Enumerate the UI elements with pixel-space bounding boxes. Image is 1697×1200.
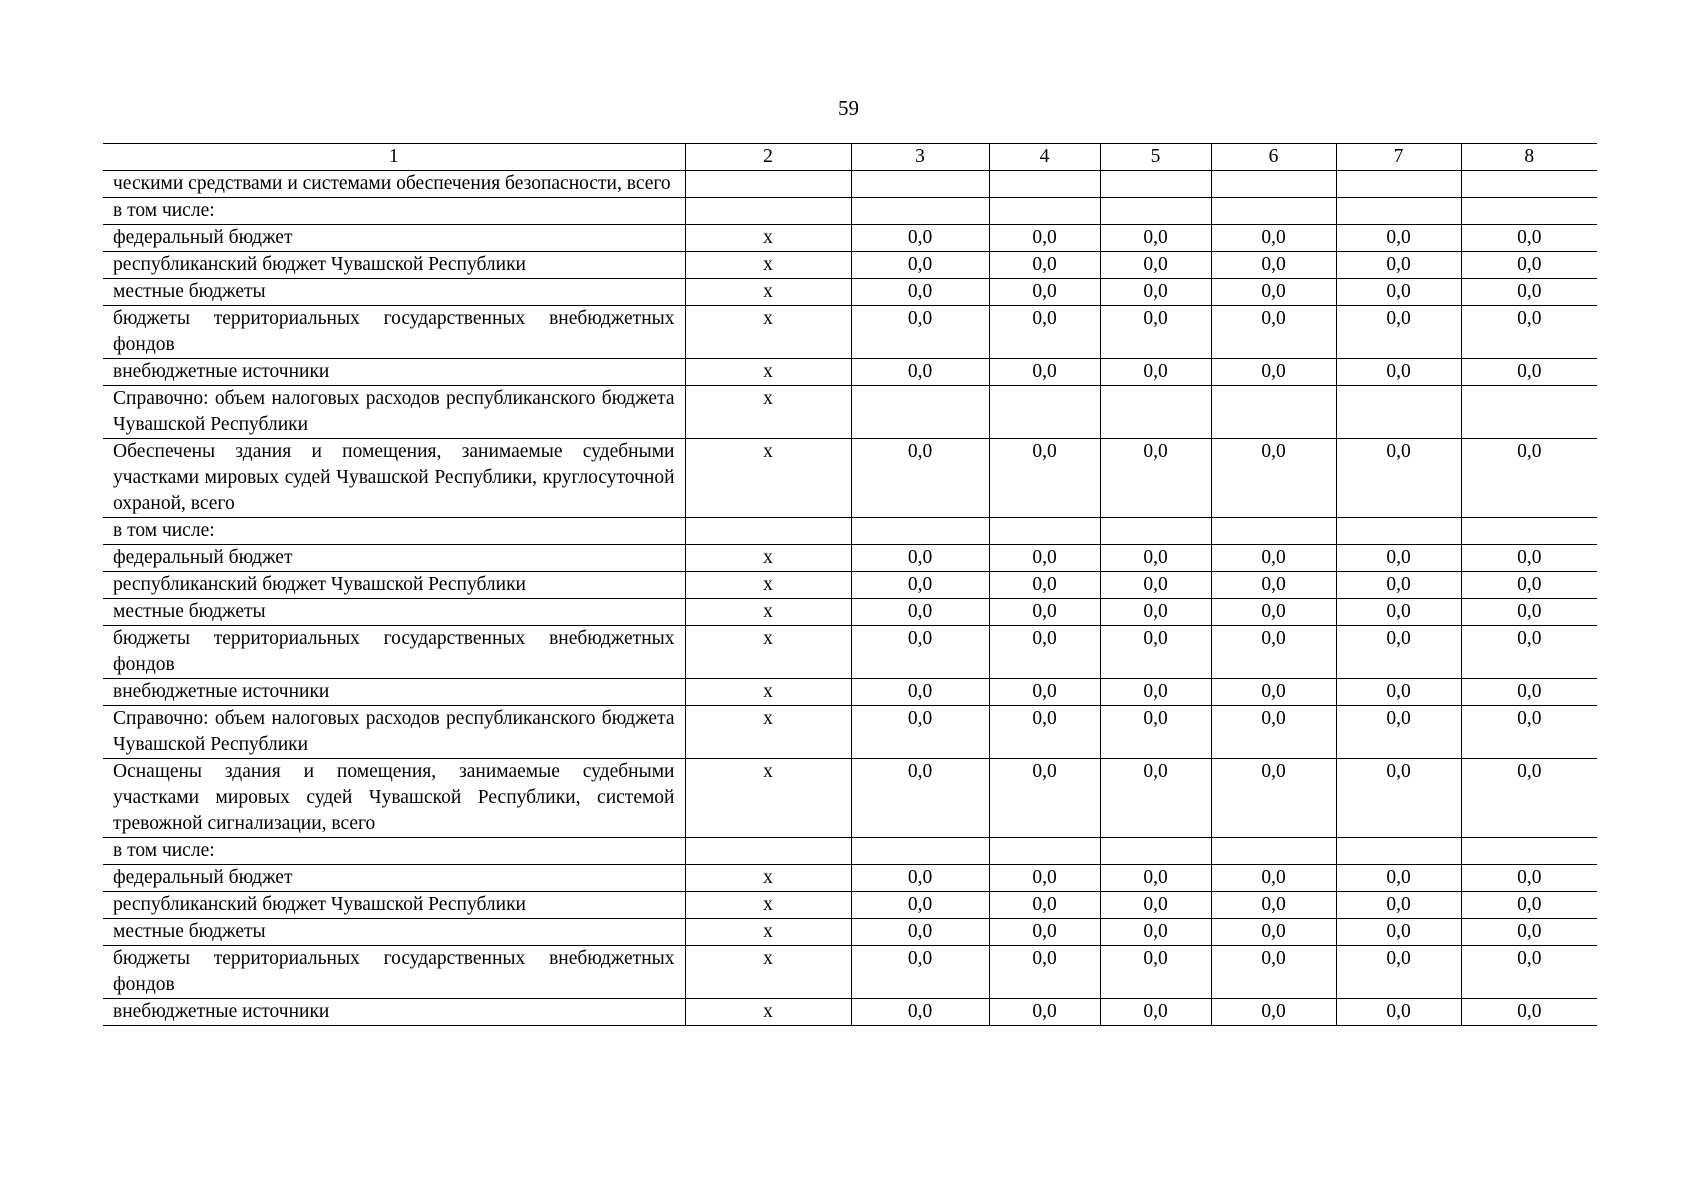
value-cell <box>989 838 1100 865</box>
value-cell <box>1211 171 1336 198</box>
value-cell <box>1100 386 1211 439</box>
value-cell <box>1211 518 1336 545</box>
value-cell <box>1211 198 1336 225</box>
value-cell: 0,0 <box>1211 892 1336 919</box>
value-cell: 0,0 <box>1461 999 1597 1026</box>
row-description: республиканский бюджет Чувашской Республики <box>103 252 685 279</box>
value-cell: 0,0 <box>1461 679 1597 706</box>
value-cell: 0,0 <box>989 252 1100 279</box>
value-cell: 0,0 <box>1336 599 1461 626</box>
value-cell <box>1461 198 1597 225</box>
value-cell: 0,0 <box>1211 306 1336 359</box>
table-row <box>103 518 1597 545</box>
value-cell: 0,0 <box>1336 279 1461 306</box>
value-cell: 0,0 <box>851 572 989 599</box>
row-description: в том числе: <box>103 518 685 545</box>
value-cell: 0,0 <box>1211 599 1336 626</box>
table-row <box>103 225 1597 252</box>
value-cell <box>1336 386 1461 439</box>
column-header: 1 <box>103 144 685 171</box>
row-description: ческими средствами и системами обеспечения безопасности, всего <box>103 171 685 198</box>
value-cell <box>1461 838 1597 865</box>
row-description: федеральный бюджет <box>103 545 685 572</box>
row-description: федеральный бюджет <box>103 225 685 252</box>
value-cell: 0,0 <box>1211 759 1336 838</box>
value-cell <box>1461 171 1597 198</box>
table-row <box>103 439 1597 518</box>
value-cell <box>851 838 989 865</box>
value-cell <box>851 386 989 439</box>
value-cell: 0,0 <box>989 706 1100 759</box>
row-marker-cell: x <box>685 599 851 626</box>
row-description: Обеспечены здания и помещения, занимаемые судебными участками мировых судей Чувашской Республики, круглосуточной охраной, всего <box>103 439 685 518</box>
value-cell: 0,0 <box>989 759 1100 838</box>
row-description: местные бюджеты <box>103 279 685 306</box>
row-description: федеральный бюджет <box>103 865 685 892</box>
value-cell: 0,0 <box>1336 306 1461 359</box>
value-cell: 0,0 <box>1211 572 1336 599</box>
value-cell: 0,0 <box>1336 572 1461 599</box>
value-cell: 0,0 <box>1100 865 1211 892</box>
value-cell <box>1336 518 1461 545</box>
value-cell: 0,0 <box>1100 679 1211 706</box>
value-cell: 0,0 <box>1461 225 1597 252</box>
row-marker-cell: x <box>685 679 851 706</box>
value-cell: 0,0 <box>1461 946 1597 999</box>
value-cell: 0,0 <box>1100 999 1211 1026</box>
row-description: Справочно: объем налоговых расходов республиканского бюджета Чувашской Республики <box>103 386 685 439</box>
value-cell: 0,0 <box>1211 225 1336 252</box>
value-cell <box>1461 386 1597 439</box>
value-cell: 0,0 <box>1336 759 1461 838</box>
row-marker-cell: x <box>685 439 851 518</box>
value-cell: 0,0 <box>1336 706 1461 759</box>
row-marker-cell: x <box>685 306 851 359</box>
row-description: республиканский бюджет Чувашской Республики <box>103 892 685 919</box>
row-marker-cell <box>685 198 851 225</box>
value-cell: 0,0 <box>989 865 1100 892</box>
table-row <box>103 306 1597 359</box>
table-body <box>103 144 1597 1026</box>
value-cell: 0,0 <box>1461 599 1597 626</box>
row-marker-cell <box>685 838 851 865</box>
column-header: 2 <box>685 144 851 171</box>
row-marker-cell <box>685 518 851 545</box>
value-cell: 0,0 <box>1461 759 1597 838</box>
row-description: Справочно: объем налоговых расходов республиканского бюджета Чувашской Республики <box>103 706 685 759</box>
value-cell: 0,0 <box>851 252 989 279</box>
value-cell: 0,0 <box>1100 892 1211 919</box>
value-cell: 0,0 <box>1100 626 1211 679</box>
value-cell: 0,0 <box>1100 599 1211 626</box>
value-cell <box>1211 386 1336 439</box>
value-cell: 0,0 <box>851 892 989 919</box>
row-description: внебюджетные источники <box>103 999 685 1026</box>
value-cell: 0,0 <box>989 439 1100 518</box>
column-header: 4 <box>989 144 1100 171</box>
value-cell: 0,0 <box>1461 892 1597 919</box>
value-cell: 0,0 <box>989 599 1100 626</box>
value-cell <box>1336 838 1461 865</box>
table-row <box>103 279 1597 306</box>
row-marker-cell: x <box>685 386 851 439</box>
row-marker-cell: x <box>685 759 851 838</box>
value-cell: 0,0 <box>1211 679 1336 706</box>
value-cell: 0,0 <box>851 679 989 706</box>
value-cell: 0,0 <box>851 279 989 306</box>
value-cell: 0,0 <box>1461 706 1597 759</box>
table-row <box>103 946 1597 999</box>
table-row <box>103 706 1597 759</box>
row-description: внебюджетные источники <box>103 359 685 386</box>
table-row <box>103 892 1597 919</box>
value-cell: 0,0 <box>1336 439 1461 518</box>
value-cell: 0,0 <box>1336 919 1461 946</box>
value-cell: 0,0 <box>851 439 989 518</box>
table-row <box>103 359 1597 386</box>
row-description: местные бюджеты <box>103 599 685 626</box>
row-marker-cell: x <box>685 919 851 946</box>
value-cell: 0,0 <box>1336 946 1461 999</box>
value-cell: 0,0 <box>851 359 989 386</box>
value-cell: 0,0 <box>1461 306 1597 359</box>
row-marker-cell: x <box>685 225 851 252</box>
row-marker-cell: x <box>685 946 851 999</box>
value-cell: 0,0 <box>1461 919 1597 946</box>
column-header: 7 <box>1336 144 1461 171</box>
value-cell: 0,0 <box>989 679 1100 706</box>
value-cell: 0,0 <box>989 572 1100 599</box>
value-cell <box>851 171 989 198</box>
value-cell: 0,0 <box>989 946 1100 999</box>
value-cell: 0,0 <box>1461 279 1597 306</box>
row-description: бюджеты территориальных государственных внебюджетных фондов <box>103 946 685 999</box>
table-row <box>103 599 1597 626</box>
value-cell <box>1100 198 1211 225</box>
row-marker-cell: x <box>685 865 851 892</box>
table-row <box>103 679 1597 706</box>
value-cell <box>851 518 989 545</box>
row-description: бюджеты территориальных государственных внебюджетных фондов <box>103 626 685 679</box>
value-cell: 0,0 <box>1211 626 1336 679</box>
value-cell: 0,0 <box>1461 359 1597 386</box>
value-cell: 0,0 <box>1211 545 1336 572</box>
row-marker-cell: x <box>685 999 851 1026</box>
row-description: в том числе: <box>103 198 685 225</box>
value-cell: 0,0 <box>1461 545 1597 572</box>
row-marker-cell: x <box>685 545 851 572</box>
value-cell: 0,0 <box>851 759 989 838</box>
value-cell: 0,0 <box>1211 999 1336 1026</box>
value-cell <box>1100 838 1211 865</box>
table-row <box>103 759 1597 838</box>
table-row <box>103 386 1597 439</box>
value-cell: 0,0 <box>1211 706 1336 759</box>
table-row <box>103 919 1597 946</box>
column-number-header-row <box>103 144 1597 171</box>
row-marker-cell: x <box>685 892 851 919</box>
value-cell: 0,0 <box>1461 439 1597 518</box>
row-marker-cell: x <box>685 626 851 679</box>
value-cell <box>1100 518 1211 545</box>
value-cell <box>1336 198 1461 225</box>
row-description: республиканский бюджет Чувашской Республики <box>103 572 685 599</box>
value-cell: 0,0 <box>989 919 1100 946</box>
value-cell: 0,0 <box>851 626 989 679</box>
row-marker-cell: x <box>685 572 851 599</box>
budget-table <box>103 143 1597 1026</box>
value-cell: 0,0 <box>1336 545 1461 572</box>
value-cell <box>851 198 989 225</box>
value-cell <box>1336 171 1461 198</box>
value-cell <box>1211 838 1336 865</box>
table-row <box>103 572 1597 599</box>
value-cell: 0,0 <box>1336 225 1461 252</box>
value-cell: 0,0 <box>1211 919 1336 946</box>
table-row <box>103 999 1597 1026</box>
table-row <box>103 545 1597 572</box>
value-cell: 0,0 <box>851 999 989 1026</box>
value-cell: 0,0 <box>851 946 989 999</box>
value-cell: 0,0 <box>1461 252 1597 279</box>
value-cell: 0,0 <box>851 599 989 626</box>
value-cell: 0,0 <box>1100 306 1211 359</box>
value-cell: 0,0 <box>1100 279 1211 306</box>
row-description: бюджеты территориальных государственных внебюджетных фондов <box>103 306 685 359</box>
row-description: в том числе: <box>103 838 685 865</box>
value-cell: 0,0 <box>851 545 989 572</box>
row-description: внебюджетные источники <box>103 679 685 706</box>
row-marker-cell: x <box>685 359 851 386</box>
value-cell: 0,0 <box>1211 946 1336 999</box>
row-marker-cell: x <box>685 706 851 759</box>
value-cell: 0,0 <box>851 706 989 759</box>
table-row <box>103 626 1597 679</box>
value-cell: 0,0 <box>851 865 989 892</box>
value-cell: 0,0 <box>989 225 1100 252</box>
value-cell <box>989 386 1100 439</box>
column-header: 3 <box>851 144 989 171</box>
value-cell: 0,0 <box>1336 252 1461 279</box>
column-header: 6 <box>1211 144 1336 171</box>
value-cell: 0,0 <box>1336 999 1461 1026</box>
row-marker-cell <box>685 171 851 198</box>
value-cell: 0,0 <box>989 892 1100 919</box>
value-cell: 0,0 <box>989 999 1100 1026</box>
value-cell: 0,0 <box>1100 919 1211 946</box>
value-cell: 0,0 <box>989 279 1100 306</box>
value-cell: 0,0 <box>1100 759 1211 838</box>
value-cell <box>989 518 1100 545</box>
row-description: Оснащены здания и помещения, занимаемые судебными участками мировых судей Чувашской Республики, системой тревожной сигнализации, всего <box>103 759 685 838</box>
row-marker-cell: x <box>685 252 851 279</box>
value-cell: 0,0 <box>1461 865 1597 892</box>
value-cell: 0,0 <box>1100 946 1211 999</box>
value-cell: 0,0 <box>989 626 1100 679</box>
table-row <box>103 865 1597 892</box>
value-cell: 0,0 <box>1336 865 1461 892</box>
value-cell: 0,0 <box>1336 679 1461 706</box>
value-cell: 0,0 <box>1211 439 1336 518</box>
value-cell: 0,0 <box>1336 626 1461 679</box>
value-cell: 0,0 <box>1211 865 1336 892</box>
value-cell: 0,0 <box>1100 706 1211 759</box>
value-cell <box>1461 518 1597 545</box>
column-header: 8 <box>1461 144 1597 171</box>
value-cell: 0,0 <box>989 545 1100 572</box>
value-cell: 0,0 <box>1100 439 1211 518</box>
table-row <box>103 252 1597 279</box>
value-cell: 0,0 <box>1211 279 1336 306</box>
value-cell: 0,0 <box>1100 359 1211 386</box>
value-cell: 0,0 <box>989 306 1100 359</box>
value-cell: 0,0 <box>989 359 1100 386</box>
value-cell: 0,0 <box>1211 252 1336 279</box>
table-row <box>103 198 1597 225</box>
value-cell: 0,0 <box>1461 572 1597 599</box>
row-marker-cell: x <box>685 279 851 306</box>
column-header: 5 <box>1100 144 1211 171</box>
value-cell: 0,0 <box>1461 626 1597 679</box>
value-cell: 0,0 <box>851 306 989 359</box>
value-cell <box>1100 171 1211 198</box>
row-description: местные бюджеты <box>103 919 685 946</box>
value-cell: 0,0 <box>851 225 989 252</box>
value-cell: 0,0 <box>1211 359 1336 386</box>
value-cell: 0,0 <box>1100 225 1211 252</box>
page-number: 59 <box>838 96 859 120</box>
value-cell: 0,0 <box>1100 572 1211 599</box>
value-cell: 0,0 <box>1100 545 1211 572</box>
value-cell: 0,0 <box>1336 359 1461 386</box>
value-cell <box>989 171 1100 198</box>
value-cell: 0,0 <box>851 919 989 946</box>
value-cell: 0,0 <box>1336 892 1461 919</box>
table-row <box>103 838 1597 865</box>
value-cell: 0,0 <box>1100 252 1211 279</box>
value-cell <box>989 198 1100 225</box>
table-row <box>103 171 1597 198</box>
